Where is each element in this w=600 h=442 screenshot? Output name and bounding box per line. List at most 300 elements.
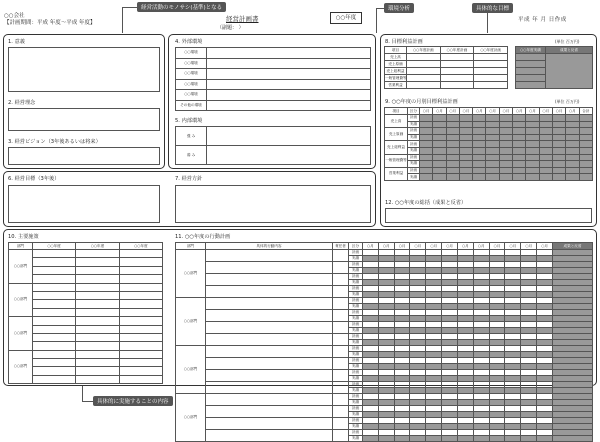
monthly-cell[interactable]: [486, 121, 499, 128]
measures-cell[interactable]: [76, 283, 119, 291]
measures-cell[interactable]: [76, 375, 119, 383]
monthly-cell[interactable]: [513, 128, 526, 135]
action-owner-cell[interactable]: [333, 406, 349, 418]
action-header: ○月: [505, 243, 521, 250]
measures-cell[interactable]: [33, 300, 76, 308]
monthly-cell[interactable]: [539, 167, 552, 174]
monthly-cell[interactable]: [513, 154, 526, 161]
action-month-cell[interactable]: [537, 436, 553, 442]
monthly-cell[interactable]: [526, 154, 539, 161]
measures-cell[interactable]: [119, 350, 162, 358]
callout-line: [376, 8, 384, 9]
profit-cell[interactable]: [407, 54, 441, 61]
monthly-cell[interactable]: [566, 174, 579, 181]
monthly-cell[interactable]: [566, 161, 579, 168]
monthly-cell[interactable]: [566, 134, 579, 141]
action-owner-cell[interactable]: [333, 382, 349, 394]
monthly-cell[interactable]: [566, 147, 579, 154]
profit-cell[interactable]: [474, 82, 508, 89]
action-kind: 実績: [349, 436, 363, 442]
monthly-cell[interactable]: [499, 128, 512, 135]
monthly-header: ○月: [513, 108, 526, 115]
monthly-cell[interactable]: [513, 174, 526, 181]
action-table: [175, 242, 593, 442]
monthly-cell[interactable]: [473, 134, 486, 141]
action-owner-cell[interactable]: [333, 274, 349, 286]
monthly-cell[interactable]: [446, 147, 459, 154]
action-header: ○月: [442, 243, 458, 250]
result-cell[interactable]: [516, 82, 546, 89]
monthly-cell[interactable]: [579, 167, 592, 174]
monthly-cell[interactable]: [499, 115, 512, 122]
management-goal-field[interactable]: [8, 185, 160, 223]
action-owner-cell[interactable]: [333, 262, 349, 274]
action-content-cell[interactable]: [206, 358, 333, 370]
action-kind: 計画: [349, 334, 363, 340]
callout-line: [82, 401, 93, 402]
monthly-cell[interactable]: [433, 134, 446, 141]
measures-cell[interactable]: [76, 350, 119, 358]
measures-cell[interactable]: [33, 275, 76, 283]
action-content-cell[interactable]: [206, 262, 333, 274]
monthly-cell[interactable]: [459, 154, 472, 161]
monthly-cell[interactable]: [579, 147, 592, 154]
monthly-cell[interactable]: [513, 161, 526, 168]
monthly-cell[interactable]: [579, 115, 592, 122]
measures-dept: ○○部門: [9, 250, 33, 284]
result-cell[interactable]: [516, 54, 546, 61]
measures-cell[interactable]: [119, 375, 162, 383]
monthly-cell[interactable]: [420, 121, 433, 128]
monthly-kind: 実績: [408, 174, 420, 181]
action-owner-cell[interactable]: [333, 370, 349, 382]
measures-row: [9, 258, 163, 266]
action-month-cell[interactable]: [505, 436, 521, 442]
action-month-cell[interactable]: [363, 436, 379, 442]
monthly-cell[interactable]: [459, 115, 472, 122]
monthly-cell[interactable]: [526, 121, 539, 128]
action-content-cell[interactable]: [206, 382, 333, 394]
measures-cell[interactable]: [119, 367, 162, 375]
monthly-cell[interactable]: [420, 161, 433, 168]
measures-cell[interactable]: [119, 333, 162, 341]
action-kind: 実績: [349, 340, 363, 346]
action-owner-cell[interactable]: [333, 250, 349, 262]
monthly-cell[interactable]: [459, 121, 472, 128]
action-month-cell[interactable]: [521, 436, 537, 442]
action-content-cell[interactable]: [206, 418, 333, 430]
action-month-cell[interactable]: [442, 436, 458, 442]
measures-cell[interactable]: [33, 266, 76, 274]
monthly-cell[interactable]: [420, 147, 433, 154]
monthly-cell[interactable]: [486, 141, 499, 148]
measures-cell[interactable]: [76, 300, 119, 308]
section-action-plan: 11. ○○年度の行動計画: [175, 234, 231, 240]
monthly-cell[interactable]: [473, 147, 486, 154]
monthly-cell[interactable]: [473, 128, 486, 135]
action-owner-cell[interactable]: [333, 310, 349, 322]
monthly-cell[interactable]: [459, 174, 472, 181]
measures-cell[interactable]: [33, 258, 76, 266]
monthly-cell[interactable]: [459, 161, 472, 168]
monthly-cell[interactable]: [552, 141, 565, 148]
monthly-cell[interactable]: [459, 128, 472, 135]
measures-cell[interactable]: [33, 308, 76, 316]
measures-cell[interactable]: [119, 291, 162, 299]
measures-cell[interactable]: [76, 342, 119, 350]
action-content-cell[interactable]: [206, 334, 333, 346]
monthly-cell[interactable]: [566, 167, 579, 174]
monthly-cell[interactable]: [526, 161, 539, 168]
monthly-cell[interactable]: [552, 167, 565, 174]
monthly-cell[interactable]: [446, 141, 459, 148]
monthly-cell[interactable]: [433, 128, 446, 135]
action-owner-cell[interactable]: [333, 298, 349, 310]
measures-cell[interactable]: [76, 291, 119, 299]
action-kind: 実績: [349, 292, 363, 298]
measures-row: [9, 250, 163, 258]
action-content-cell[interactable]: [206, 406, 333, 418]
monthly-header: ○月: [566, 108, 579, 115]
monthly-cell[interactable]: [513, 115, 526, 122]
measures-cell[interactable]: [76, 275, 119, 283]
action-content-cell[interactable]: [206, 310, 333, 322]
action-content-cell[interactable]: [206, 274, 333, 286]
monthly-cell[interactable]: [486, 134, 499, 141]
measures-cell[interactable]: [33, 283, 76, 291]
measures-cell[interactable]: [33, 291, 76, 299]
action-kind: 計画: [349, 298, 363, 304]
action-review-cell[interactable]: [553, 436, 593, 442]
profit-cell[interactable]: [407, 82, 441, 89]
measures-cell[interactable]: [33, 342, 76, 350]
action-owner-cell[interactable]: [333, 334, 349, 346]
monthly-cell[interactable]: [446, 167, 459, 174]
monthly-cell[interactable]: [513, 121, 526, 128]
ext-env-cell[interactable]: [207, 48, 371, 59]
monthly-cell[interactable]: [579, 134, 592, 141]
measures-cell[interactable]: [119, 308, 162, 316]
monthly-cell[interactable]: [433, 154, 446, 161]
monthly-cell[interactable]: [499, 141, 512, 148]
monthly-kind: 計画: [408, 115, 420, 122]
monthly-cell[interactable]: [486, 147, 499, 154]
measures-cell[interactable]: [119, 325, 162, 333]
action-content-cell[interactable]: [206, 346, 333, 358]
measures-cell[interactable]: [76, 266, 119, 274]
monthly-cell[interactable]: [433, 141, 446, 148]
action-owner-cell[interactable]: [333, 286, 349, 298]
profit-plan-table: [384, 46, 508, 89]
monthly-cell[interactable]: [486, 154, 499, 161]
monthly-cell[interactable]: [539, 174, 552, 181]
action-owner-cell[interactable]: [333, 358, 349, 370]
monthly-cell[interactable]: [539, 161, 552, 168]
monthly-cell[interactable]: [539, 134, 552, 141]
ext-env-cell[interactable]: [207, 79, 371, 90]
measures-header: ○○年度: [33, 243, 76, 250]
monthly-header: 区分: [408, 108, 420, 115]
measures-cell[interactable]: [119, 258, 162, 266]
monthly-cell[interactable]: [552, 121, 565, 128]
action-owner-cell[interactable]: [333, 394, 349, 406]
monthly-header: ○月: [486, 108, 499, 115]
profit-cell[interactable]: [474, 68, 508, 75]
monthly-cell[interactable]: [539, 121, 552, 128]
profit-plan-unit: (単位 百万円): [555, 39, 580, 44]
monthly-cell[interactable]: [420, 174, 433, 181]
monthly-cell[interactable]: [552, 115, 565, 122]
significance-field[interactable]: [8, 47, 160, 92]
result-cell[interactable]: [516, 68, 546, 75]
monthly-cell[interactable]: [526, 141, 539, 148]
monthly-cell[interactable]: [579, 121, 592, 128]
measures-cell[interactable]: [119, 342, 162, 350]
monthly-cell[interactable]: [486, 161, 499, 168]
monthly-cell[interactable]: [539, 154, 552, 161]
action-owner-cell[interactable]: [333, 322, 349, 334]
action-month-cell[interactable]: [426, 436, 442, 442]
monthly-cell[interactable]: [459, 134, 472, 141]
profit-cell[interactable]: [474, 75, 508, 82]
monthly-cell[interactable]: [459, 141, 472, 148]
action-content-cell[interactable]: [206, 370, 333, 382]
monthly-cell[interactable]: [552, 174, 565, 181]
monthly-cell[interactable]: [433, 174, 446, 181]
monthly-cell[interactable]: [499, 134, 512, 141]
measures-cell[interactable]: [119, 275, 162, 283]
monthly-cell[interactable]: [579, 141, 592, 148]
monthly-cell[interactable]: [552, 154, 565, 161]
monthly-cell[interactable]: [473, 141, 486, 148]
monthly-cell[interactable]: [579, 161, 592, 168]
action-content-cell[interactable]: [206, 250, 333, 262]
monthly-cell[interactable]: [526, 128, 539, 135]
ext-env-cell[interactable]: [207, 69, 371, 80]
callout-goal: 具体的な目標: [472, 3, 513, 13]
monthly-cell[interactable]: [526, 134, 539, 141]
monthly-cell[interactable]: [446, 115, 459, 122]
result-notes-cell[interactable]: [546, 54, 593, 89]
monthly-cell[interactable]: [499, 147, 512, 154]
monthly-cell[interactable]: [446, 121, 459, 128]
result-cell[interactable]: [516, 75, 546, 82]
monthly-cell[interactable]: [552, 161, 565, 168]
profit-cell[interactable]: [440, 61, 474, 68]
action-owner-cell[interactable]: [333, 430, 349, 442]
profit-cell[interactable]: [440, 75, 474, 82]
monthly-cell[interactable]: [486, 115, 499, 122]
monthly-cell[interactable]: [539, 147, 552, 154]
int-env-cell[interactable]: [207, 127, 371, 146]
action-kind: 計画: [349, 286, 363, 292]
profit-cell[interactable]: [407, 68, 441, 75]
monthly-cell[interactable]: [433, 167, 446, 174]
monthly-cell[interactable]: [526, 115, 539, 122]
review-field[interactable]: [385, 208, 592, 223]
measures-cell[interactable]: [76, 367, 119, 375]
monthly-cell[interactable]: [499, 154, 512, 161]
ext-env-cell[interactable]: [207, 58, 371, 69]
monthly-item-label: 売上総利益: [385, 141, 408, 154]
action-header: 部門: [176, 243, 206, 250]
profit-cell[interactable]: [440, 82, 474, 89]
ext-env-cell[interactable]: [207, 100, 371, 111]
monthly-cell[interactable]: [486, 174, 499, 181]
monthly-cell[interactable]: [566, 121, 579, 128]
monthly-cell[interactable]: [446, 128, 459, 135]
measures-cell[interactable]: [76, 317, 119, 325]
result-cell[interactable]: [516, 61, 546, 68]
measures-cell[interactable]: [33, 325, 76, 333]
measures-cell[interactable]: [76, 359, 119, 367]
action-owner-cell[interactable]: [333, 418, 349, 430]
measures-dept: ○○部門: [9, 283, 33, 317]
monthly-cell[interactable]: [513, 134, 526, 141]
monthly-cell[interactable]: [420, 134, 433, 141]
measures-cell[interactable]: [76, 258, 119, 266]
profit-cell[interactable]: [474, 61, 508, 68]
monthly-cell[interactable]: [566, 154, 579, 161]
monthly-cell[interactable]: [433, 147, 446, 154]
measures-cell[interactable]: [33, 359, 76, 367]
measures-cell[interactable]: [33, 350, 76, 358]
monthly-cell[interactable]: [499, 121, 512, 128]
measures-cell[interactable]: [76, 250, 119, 258]
monthly-cell[interactable]: [420, 154, 433, 161]
monthly-cell[interactable]: [446, 134, 459, 141]
action-owner-cell[interactable]: [333, 346, 349, 358]
profit-cell[interactable]: [440, 68, 474, 75]
action-month-cell[interactable]: [378, 436, 394, 442]
monthly-cell[interactable]: [486, 128, 499, 135]
monthly-cell[interactable]: [526, 167, 539, 174]
measures-cell[interactable]: [33, 367, 76, 375]
monthly-cell[interactable]: [420, 167, 433, 174]
monthly-cell[interactable]: [552, 147, 565, 154]
monthly-cell[interactable]: [539, 128, 552, 135]
monthly-cell[interactable]: [473, 161, 486, 168]
measures-cell[interactable]: [33, 317, 76, 325]
vision-field[interactable]: [8, 147, 160, 165]
monthly-cell[interactable]: [513, 147, 526, 154]
monthly-cell[interactable]: [473, 174, 486, 181]
action-month-cell[interactable]: [410, 436, 426, 442]
monthly-cell[interactable]: [566, 141, 579, 148]
monthly-cell[interactable]: [446, 174, 459, 181]
monthly-cell[interactable]: [513, 141, 526, 148]
profit-row-label: 一般管理費等: [385, 75, 407, 80]
profit-cell[interactable]: [407, 61, 441, 68]
monthly-cell[interactable]: [526, 147, 539, 154]
action-month-cell[interactable]: [489, 436, 505, 442]
profit-row-label: 売上高: [385, 54, 407, 61]
philosophy-field[interactable]: [8, 108, 160, 131]
action-month-cell[interactable]: [473, 436, 489, 442]
monthly-cell[interactable]: [526, 174, 539, 181]
measures-cell[interactable]: [119, 283, 162, 291]
monthly-cell[interactable]: [486, 167, 499, 174]
management-policy-field[interactable]: [175, 185, 371, 223]
measures-cell[interactable]: [33, 375, 76, 383]
monthly-cell[interactable]: [579, 174, 592, 181]
action-content-cell[interactable]: [206, 286, 333, 298]
monthly-cell[interactable]: [499, 161, 512, 168]
action-content-cell[interactable]: [206, 322, 333, 334]
monthly-cell[interactable]: [420, 115, 433, 122]
action-dept: ○○部門: [176, 250, 206, 298]
monthly-cell[interactable]: [473, 167, 486, 174]
measures-row: [9, 375, 163, 383]
monthly-cell[interactable]: [579, 154, 592, 161]
action-content-cell[interactable]: [206, 298, 333, 310]
monthly-header: ○月: [473, 108, 486, 115]
ext-env-cell[interactable]: [207, 90, 371, 101]
monthly-cell[interactable]: [539, 141, 552, 148]
monthly-cell[interactable]: [539, 115, 552, 122]
profit-cell[interactable]: [474, 54, 508, 61]
monthly-cell[interactable]: [552, 128, 565, 135]
measures-dept: ○○部門: [9, 317, 33, 351]
monthly-cell[interactable]: [446, 154, 459, 161]
monthly-item-label: 一般管理費等: [385, 154, 408, 167]
action-header: ○月: [394, 243, 410, 250]
measures-cell[interactable]: [33, 250, 76, 258]
monthly-cell[interactable]: [473, 121, 486, 128]
monthly-cell[interactable]: [473, 154, 486, 161]
monthly-cell[interactable]: [459, 147, 472, 154]
monthly-cell[interactable]: [566, 128, 579, 135]
monthly-cell[interactable]: [420, 141, 433, 148]
action-content-cell[interactable]: [206, 430, 333, 442]
monthly-cell[interactable]: [513, 167, 526, 174]
action-kind: 計画: [349, 406, 363, 412]
measures-cell[interactable]: [76, 325, 119, 333]
monthly-cell[interactable]: [433, 115, 446, 122]
callout-line: [487, 11, 488, 33]
monthly-cell[interactable]: [499, 174, 512, 181]
monthly-cell[interactable]: [459, 167, 472, 174]
monthly-cell[interactable]: [499, 167, 512, 174]
measures-cell[interactable]: [119, 250, 162, 258]
measures-cell[interactable]: [119, 359, 162, 367]
measures-cell[interactable]: [33, 333, 76, 341]
measures-cell[interactable]: [76, 333, 119, 341]
profit-cell[interactable]: [440, 54, 474, 61]
monthly-cell[interactable]: [420, 128, 433, 135]
measures-cell[interactable]: [119, 266, 162, 274]
monthly-cell[interactable]: [552, 134, 565, 141]
monthly-cell[interactable]: [433, 161, 446, 168]
monthly-cell[interactable]: [579, 128, 592, 135]
monthly-cell[interactable]: [566, 115, 579, 122]
measures-cell[interactable]: [76, 308, 119, 316]
monthly-cell[interactable]: [433, 121, 446, 128]
action-kind: 計画: [349, 250, 363, 256]
profit-cell[interactable]: [407, 75, 441, 82]
measures-cell[interactable]: [119, 317, 162, 325]
action-month-cell[interactable]: [394, 436, 410, 442]
int-env-cell[interactable]: [207, 146, 371, 165]
action-content-cell[interactable]: [206, 394, 333, 406]
measures-cell[interactable]: [119, 300, 162, 308]
monthly-cell[interactable]: [446, 161, 459, 168]
section-philosophy: 2. 経営理念: [8, 100, 36, 106]
monthly-cell[interactable]: [473, 115, 486, 122]
action-kind: 実績: [349, 412, 363, 418]
action-month-cell[interactable]: [457, 436, 473, 442]
callout-action: 具体的に実施することの内容: [93, 396, 173, 406]
